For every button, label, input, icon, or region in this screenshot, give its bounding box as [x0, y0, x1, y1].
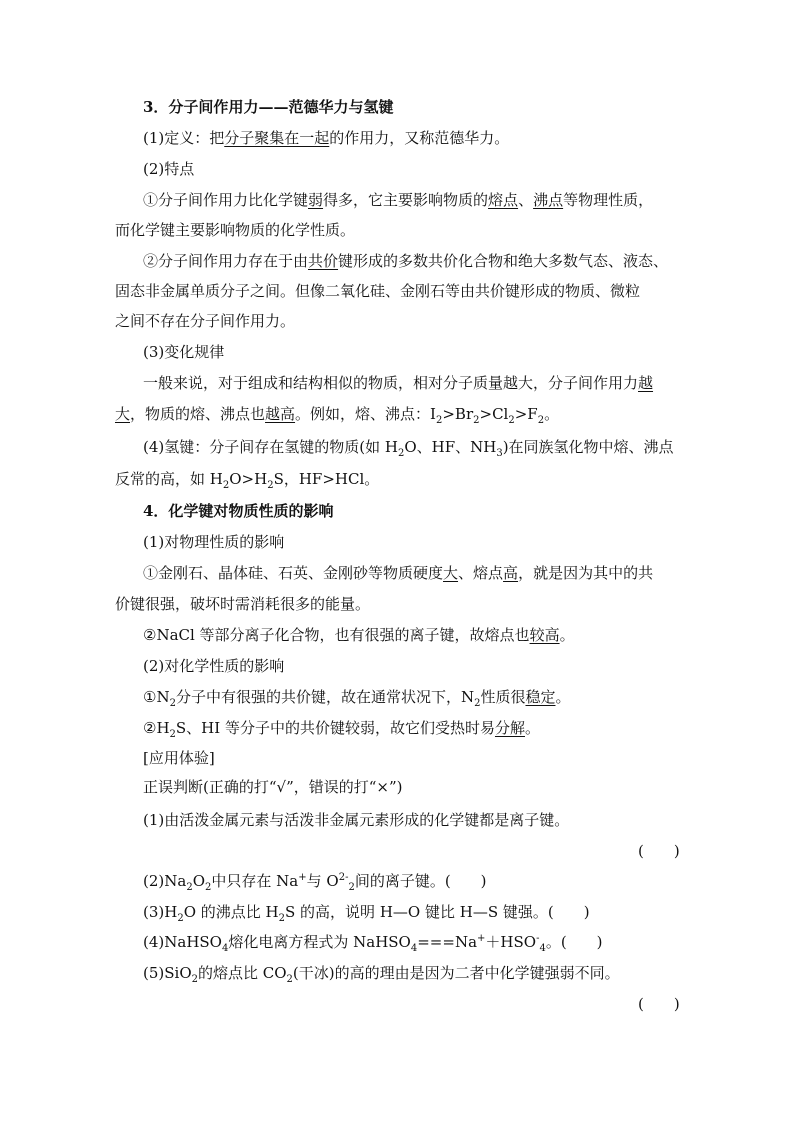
section-4-title: 4．化学键对物质性质的影响: [143, 502, 334, 520]
question-5: [143, 963, 620, 983]
subscript: 2: [222, 480, 230, 491]
practice-instruction: 正误判断(正确的打“√”，错误的打“×”): [143, 778, 403, 796]
text: O、HF、NH: [404, 438, 497, 456]
text: ①分子间作用力比化学键: [143, 191, 309, 209]
subscript: 2: [186, 882, 193, 893]
text: ①金刚石、晶体硅、石英、金刚砂等物质硬度: [143, 564, 444, 582]
characteristics-title: (2)特点: [143, 160, 195, 178]
text: 得多，它主要影响物质的: [323, 191, 489, 209]
text: ②分子间作用力存在于由: [143, 252, 309, 270]
text: (4)NaHSO: [143, 933, 222, 951]
physical-point-1-line-1: [143, 563, 653, 583]
superscript: +: [298, 872, 307, 883]
text: (干冰)的高的理由是因为二者中化学键强弱不同。: [292, 964, 620, 982]
subscript: 2: [177, 913, 184, 924]
superscript: 2-: [338, 872, 349, 883]
text: ===Na: [417, 933, 478, 951]
subscript: 2: [348, 882, 355, 893]
text: (4)氢键：分子间存在氢键的物质(如 H: [143, 438, 398, 456]
question-1: (1)由活泼金属元素与活泼非金属元素形成的化学键都是离子键。: [143, 811, 570, 829]
underlined-text: 大: [443, 564, 459, 582]
physical-point-2: [143, 625, 575, 645]
text: ①N: [143, 688, 170, 706]
subscript: 2: [278, 913, 286, 924]
text: 。例如，熔、沸点：I: [295, 405, 436, 423]
subscript: 2: [508, 415, 515, 426]
question-4: [143, 932, 603, 952]
subscript: 4: [221, 943, 229, 954]
text: (3)H: [143, 903, 178, 921]
text: >Cl: [479, 405, 509, 423]
question-1-bracket: ( ): [638, 842, 680, 860]
text: 性质很: [480, 688, 526, 706]
text: ＋HSO: [485, 933, 537, 951]
text: ②H: [143, 719, 170, 737]
subscript: 2: [205, 882, 212, 893]
underlined-text: 大: [115, 405, 131, 423]
underlined-text: 弱: [308, 191, 324, 209]
subscript: 2: [435, 415, 443, 426]
text: 。: [559, 626, 575, 644]
underlined-text: 分解: [494, 719, 525, 737]
underlined-text: 沸点: [533, 191, 564, 209]
point-2-line-1: [143, 251, 668, 271]
rule-title: (3)变化规律: [143, 343, 225, 361]
underlined-text: 越高: [265, 405, 296, 423]
physical-point-1-line-2: 价键很强，破坏时需消耗很多的能量。: [115, 595, 371, 613]
underlined-text: 较高: [529, 626, 560, 644]
underlined-text: 越: [638, 374, 654, 392]
text: (2)Na: [143, 872, 187, 890]
text: 等物理性质，: [563, 191, 654, 209]
text: O 的沸点比 H: [183, 903, 279, 921]
subscript: 2: [169, 698, 176, 709]
text: >Br: [442, 405, 474, 423]
subscript: 2: [191, 974, 198, 985]
question-2: [143, 871, 487, 891]
text: 。( ): [545, 933, 603, 951]
text: 一般来说，对于组成和结构相似的物质，相对分子质量越大，分子间作用力: [143, 374, 639, 392]
subscript: 2: [397, 448, 405, 459]
underlined-text: 熔点: [488, 191, 519, 209]
subscript: 2: [169, 729, 176, 740]
underlined-text: 高: [503, 564, 519, 582]
underlined-text: 稳定: [525, 688, 556, 706]
text: ，就是因为其中的共: [518, 564, 654, 582]
superscript: +: [477, 933, 486, 944]
subscript: 2: [537, 415, 545, 426]
hydrogen-bond-line-2: [115, 469, 379, 489]
text: 、: [518, 191, 534, 209]
text: S、HI 等分子中的共价键较弱，故它们受热时易: [175, 719, 495, 737]
text: 中只存在 Na: [211, 872, 299, 890]
text: )在同族氢化物中熔、沸点: [502, 438, 674, 456]
definition-line: [143, 128, 509, 148]
rule-line-1: [143, 373, 653, 393]
point-2-line-2: 固态非金属单质分子之间。但像二氧化硅、金刚石等由共价键形成的物质、微粒: [115, 282, 641, 300]
text: 熔化电离方程式为 NaHSO: [228, 933, 411, 951]
text: O>H: [229, 470, 268, 488]
text: 的熔点比 CO: [198, 964, 287, 982]
practice-title: [应用体验]: [143, 749, 215, 767]
text: 与 O: [306, 872, 339, 890]
superscript: -: [536, 933, 540, 944]
chemical-point-1: [143, 687, 571, 707]
text: ，物质的熔、沸点也: [130, 405, 266, 423]
text: S，HF>HCl。: [273, 470, 380, 488]
definition-suffix: 的作用力，又称范德华力。: [329, 129, 510, 147]
text: 、熔点: [458, 564, 504, 582]
point-1-line-2: 而化学键主要影响物质的化学性质。: [115, 221, 356, 239]
subscript: 2: [267, 480, 274, 491]
chemical-point-2: [143, 718, 540, 738]
text: 反常的高，如 H: [115, 470, 223, 488]
question-3: [143, 902, 590, 922]
text: >F: [514, 405, 538, 423]
text: ②NaCl 等部分离子化合物，也有很强的离子键，故熔点也: [143, 626, 530, 644]
point-1-line-1: [143, 190, 653, 210]
hydrogen-bond-line-1: [143, 437, 674, 457]
text: S 的高，说明 H—O 键比 H—S 键强。( ): [285, 903, 590, 921]
subscript: 2: [286, 974, 293, 985]
definition-underlined: 分子聚集在一起: [224, 129, 330, 147]
subscript: 3: [496, 448, 503, 459]
question-5-bracket: ( ): [638, 995, 680, 1013]
text: 。: [544, 405, 560, 423]
text: 。: [555, 688, 571, 706]
text: 分子中有很强的共价键，故在通常状况下，N: [175, 688, 475, 706]
underlined-text: 共价: [308, 252, 339, 270]
text: O: [192, 872, 206, 890]
text: 键形成的多数共价化合物和绝大多数气态、液态、: [338, 252, 669, 270]
section-3-title: 3．分子间作用力——范德华力与氢键: [143, 98, 394, 116]
subscript: 4: [539, 943, 546, 954]
subscript: 2: [474, 698, 481, 709]
chemical-properties-title: (2)对化学性质的影响: [143, 657, 285, 675]
text: (5)SiO: [143, 964, 192, 982]
text: 间的离子键。( ): [354, 872, 487, 890]
subscript: 4: [410, 943, 418, 954]
text: 。: [524, 719, 540, 737]
rule-line-2: [115, 404, 559, 424]
subscript: 2: [473, 415, 480, 426]
physical-properties-title: (1)对物理性质的影响: [143, 533, 285, 551]
definition-prefix: (1)定义：把: [143, 129, 225, 147]
point-2-line-3: 之间不存在分子间作用力。: [115, 312, 296, 330]
